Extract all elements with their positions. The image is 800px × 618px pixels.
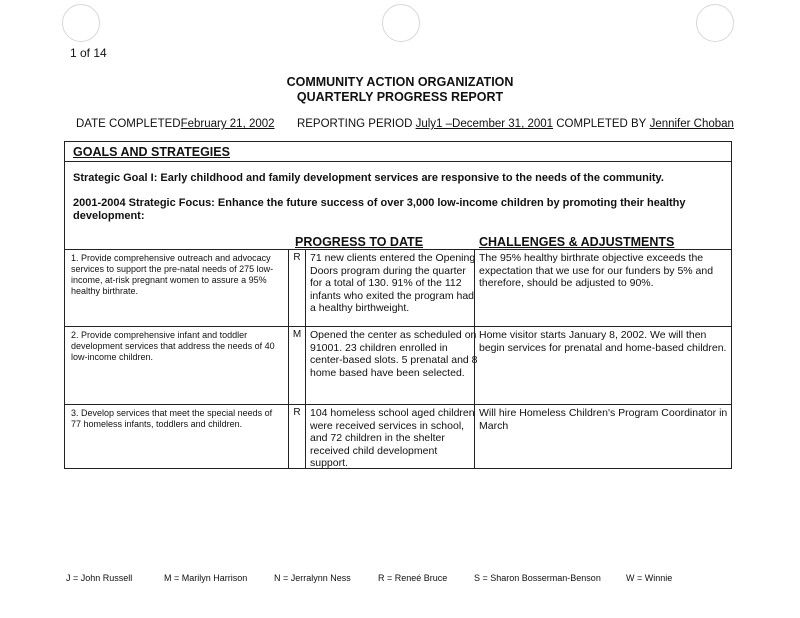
table-row-3-code: R (293, 407, 301, 418)
legend-item: J = John Russell (66, 573, 133, 583)
report-title: COMMUNITY ACTION ORGANIZATION (286, 75, 514, 89)
heading-divider (65, 161, 731, 162)
section-heading: GOALS AND STRATEGIES (73, 145, 230, 159)
code-column-rule (288, 249, 289, 468)
goals-table (64, 141, 732, 469)
legend-item: R = Reneé Bruce (378, 573, 448, 583)
date-label: DATE COMPLETED (76, 118, 181, 130)
legend-item: W = Winnie (626, 573, 673, 583)
completed-by-label: COMPLETED BY (556, 118, 647, 130)
progress-column-rule (305, 249, 306, 468)
challenges-column-header: CHALLENGES & ADJUSTMENTS (479, 235, 675, 249)
row-divider (65, 404, 731, 405)
table-row-2-progress: Opened the center as scheduled on 91001. 23 children enrolled in center-based slots. 5 prenatal and 8 home based have been selected. (310, 329, 478, 379)
report-meta (76, 118, 734, 130)
strategic-focus: 2001-2004 Strategic Focus: Enhance the future success of over 3,000 low-income children by promoting their healthy development: (73, 197, 686, 222)
row-divider (65, 326, 731, 327)
period-label: REPORTING PERIOD (296, 118, 413, 130)
punch-hole-left (62, 4, 100, 42)
table-row-3-progress: 104 homeless school aged children were received services in school, and 72 children in the shelter received child development support. (310, 407, 475, 469)
table-row-1-challenges: The 95% healthy birthrate objective exceeds the expectation that we use for our funders by 5% and therefore, should be adjusted to 90%. (479, 252, 714, 289)
table-row-2-strategy: 2. Provide comprehensive infant and toddler development services that address the needs of 40 low-income children. (71, 330, 275, 362)
completed-by-value: Jennifer Choban (649, 118, 734, 130)
date-value: February 21, 2002 (180, 118, 275, 130)
report-titles (0, 75, 800, 105)
table-row-2-code: M (292, 329, 302, 340)
table-row-3-strategy: 3. Develop services that meet the special needs of 77 homeless infants, toddlers and children. (71, 408, 273, 429)
period-value: July1 –December 31, 2001 (415, 118, 554, 130)
page-number: 1 of 14 (70, 46, 107, 60)
punch-hole-center (382, 4, 420, 42)
table-top-rule (65, 249, 731, 250)
punch-hole-right (696, 4, 734, 42)
table-row-2-challenges: Home visitor starts January 8, 2002. We will then begin services for prenatal and home-based children. (479, 329, 727, 354)
progress-column-header: PROGRESS TO DATE (295, 235, 424, 249)
legend-item: M = Marilyn Harrison (164, 573, 248, 583)
legend-item: S = Sharon Bosserman-Benson (474, 573, 601, 583)
legend-item: N = Jerralynn Ness (274, 573, 351, 583)
table-row-1-strategy: 1. Provide comprehensive outreach and advocacy services to support the pre-natal needs of 275 low-income, at-risk pregnant women to assure a 95% healthy birthrate. (71, 253, 274, 296)
strategic-goal: Strategic Goal I: Early childhood and family development services are responsive to the needs of the community. (73, 172, 664, 184)
table-row-1-code: R (293, 252, 301, 263)
table-row-3-challenges: Will hire Homeless Children's Program Coordinator in March (479, 407, 728, 432)
table-row-1-progress: 71 new clients entered the Opening Doors program during the quarter for a total of 130. 91% of the 112 infants who exited the program had a healthy birthweight. (310, 252, 476, 314)
report-subtitle: QUARTERLY PROGRESS REPORT (296, 90, 504, 104)
